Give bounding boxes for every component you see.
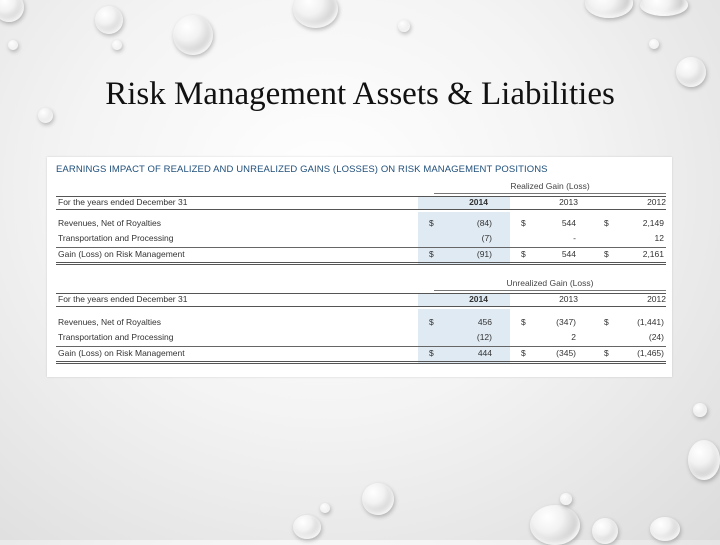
year-header: 2014: [469, 294, 488, 304]
currency-symbol: $: [521, 317, 526, 327]
water-drop: [650, 517, 680, 541]
water-drop: [293, 515, 321, 539]
water-drop: [560, 493, 572, 505]
table-heading: EARNINGS IMPACT OF REALIZED AND UNREALIZED GAINS (LOSSES) ON RISK MANAGEMENT POSITIONS: [56, 164, 548, 175]
group-header: Realized Gain (Loss): [510, 181, 590, 191]
table-row: [56, 317, 666, 331]
cell-value: 12: [654, 233, 664, 243]
row-label: Revenues, Net of Royalties: [58, 317, 161, 327]
cell-value: 2,149: [642, 218, 664, 228]
slide-title: Risk Management Assets & Liabilities: [105, 76, 615, 112]
row-label: Gain (Loss) on Risk Management: [58, 249, 185, 259]
table-row: [56, 233, 666, 247]
cell-value: (24): [648, 332, 664, 342]
year-header: 2013: [559, 197, 578, 207]
currency-symbol: $: [521, 348, 526, 358]
water-drop: [693, 403, 707, 417]
water-drop: [530, 505, 580, 545]
realized-section: [56, 179, 666, 269]
currency-symbol: $: [604, 218, 609, 228]
currency-symbol: $: [604, 249, 609, 259]
year-header: 2013: [559, 294, 578, 304]
water-drop: [688, 440, 720, 480]
cell-value: 2,161: [642, 249, 664, 259]
cell-value: (84): [476, 218, 492, 228]
water-drop: [173, 15, 213, 55]
row-label: Transportation and Processing: [58, 332, 174, 342]
unrealized-section: [56, 276, 666, 371]
year-header: 2012: [647, 294, 666, 304]
header-row: [56, 293, 666, 307]
cell-value: 2: [571, 332, 576, 342]
water-drop: [95, 6, 123, 34]
currency-symbol: $: [429, 218, 434, 228]
water-drop: [640, 0, 688, 16]
cell-value: 544: [561, 249, 576, 259]
cell-value: (347): [556, 317, 576, 327]
currency-symbol: $: [604, 317, 609, 327]
cell-value: (1,441): [637, 317, 664, 327]
water-drop: [112, 40, 122, 50]
water-drop: [320, 503, 330, 513]
row-label: Transportation and Processing: [58, 233, 174, 243]
row-label: Gain (Loss) on Risk Management: [58, 348, 185, 358]
currency-symbol: $: [429, 249, 434, 259]
currency-symbol: $: [429, 317, 434, 327]
water-drop: [592, 518, 618, 544]
total-row: [56, 247, 666, 265]
group-header: Unrealized Gain (Loss): [506, 278, 594, 288]
currency-symbol: $: [521, 218, 526, 228]
water-drop: [649, 39, 659, 49]
water-drop: [0, 0, 24, 22]
cell-value: 444: [477, 348, 492, 358]
total-row: [56, 346, 666, 364]
cell-value: (1,465): [637, 348, 664, 358]
table-row: [56, 332, 666, 346]
cell-value: 456: [477, 317, 492, 327]
cell-value: (91): [476, 249, 492, 259]
cell-value: (345): [556, 348, 576, 358]
water-drop: [398, 20, 410, 32]
row-label: Revenues, Net of Royalties: [58, 218, 161, 228]
water-drop: [362, 483, 394, 515]
cell-value: (7): [481, 233, 492, 243]
cell-value: -: [573, 233, 576, 243]
table-row: [56, 218, 666, 232]
water-drop: [293, 0, 338, 28]
year-header: 2012: [647, 197, 666, 207]
cell-value: (12): [476, 332, 492, 342]
header-row: [56, 196, 666, 210]
water-drop: [585, 0, 633, 18]
period-label: For the years ended December 31: [58, 294, 188, 304]
currency-symbol: $: [521, 249, 526, 259]
table-panel: [47, 157, 672, 377]
water-drop: [8, 40, 18, 50]
group-divider: [434, 290, 666, 291]
currency-symbol: $: [429, 348, 434, 358]
period-label: For the years ended December 31: [58, 197, 188, 207]
currency-symbol: $: [604, 348, 609, 358]
cell-value: 544: [561, 218, 576, 228]
group-divider: [434, 193, 666, 194]
year-header: 2014: [469, 197, 488, 207]
